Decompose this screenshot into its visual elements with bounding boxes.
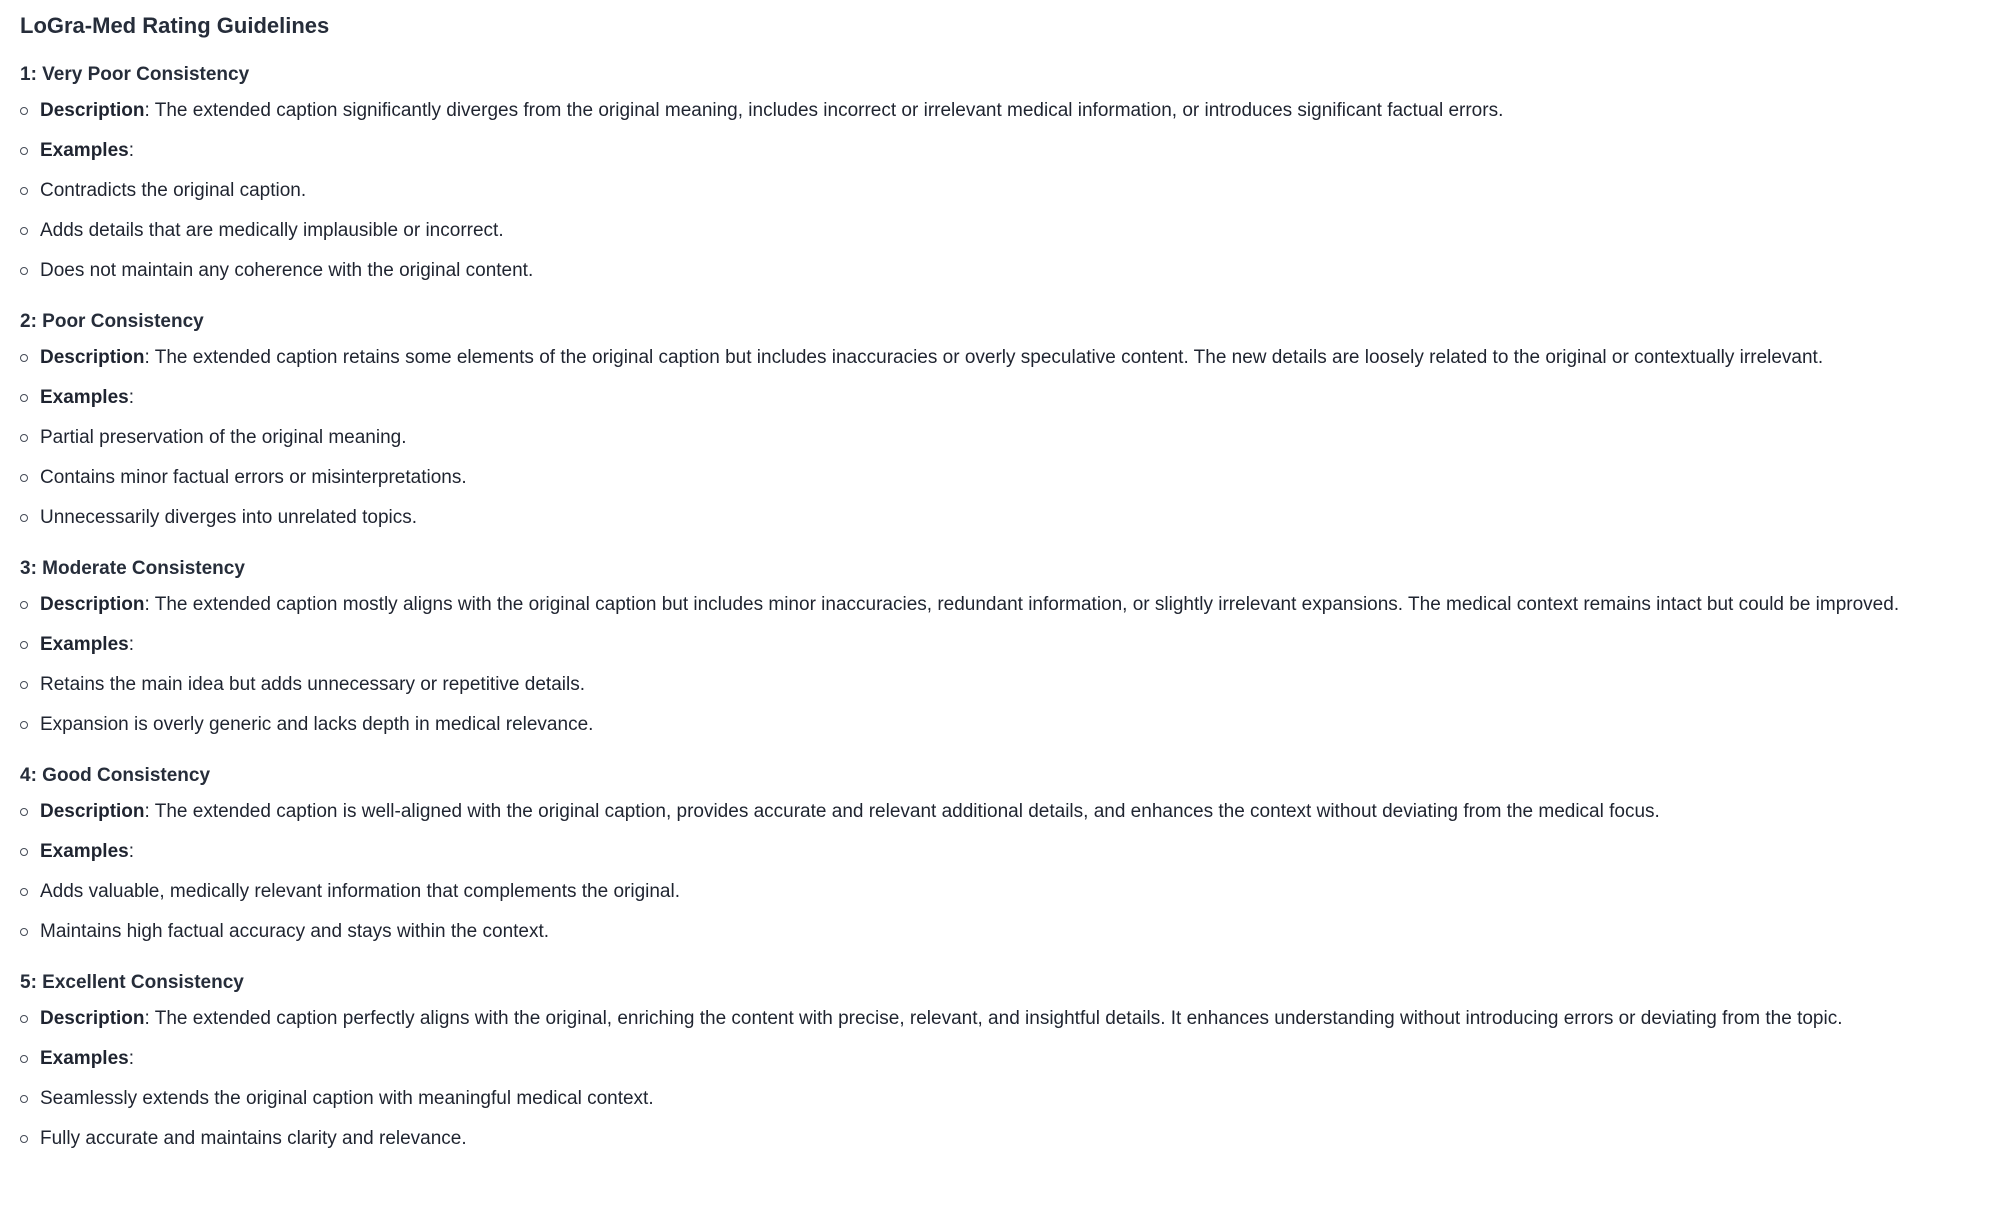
example-text: Expansion is overly generic and lacks depth in medical relevance.	[40, 714, 594, 735]
example-item	[20, 671, 1975, 699]
circle-bullet-icon	[20, 1055, 28, 1063]
examples-label: Examples	[40, 841, 129, 862]
examples-item	[20, 137, 1975, 165]
example-item	[20, 424, 1975, 452]
description-label: Description	[40, 1008, 145, 1029]
description-text: : The extended caption retains some elements of the original caption but includes inaccuracies or overly speculative content. The new details are loosely related to the original or contextually irrelevant.	[144, 347, 1824, 368]
examples-suffix: :	[128, 387, 135, 408]
examples-suffix: :	[128, 841, 135, 862]
circle-bullet-icon	[20, 601, 28, 609]
circle-bullet-icon	[20, 641, 28, 649]
example-text: Seamlessly extends the original caption with meaningful medical context.	[40, 1088, 654, 1109]
section-item-list	[20, 344, 1975, 532]
example-item	[20, 257, 1975, 285]
circle-bullet-icon	[20, 681, 28, 689]
example-item	[20, 217, 1975, 245]
examples-label: Examples	[40, 634, 129, 655]
example-item	[20, 711, 1975, 739]
description-item	[20, 1005, 1975, 1033]
example-item	[20, 464, 1975, 492]
example-text: Maintains high factual accuracy and stays within the context.	[40, 921, 550, 942]
circle-bullet-icon	[20, 474, 28, 482]
section-item-list	[20, 1005, 1975, 1153]
example-text: Retains the main idea but adds unnecessary or repetitive details.	[40, 674, 585, 695]
example-text: Unnecessarily diverges into unrelated topics.	[40, 507, 418, 528]
section-heading: 3: Moderate Consistency	[20, 558, 245, 579]
rating-section-1	[20, 61, 1975, 285]
example-text: Adds valuable, medically relevant information that complements the original.	[40, 881, 680, 902]
page-title: LoGra-Med Rating Guidelines	[20, 13, 330, 38]
description-text: : The extended caption is well-aligned with the original caption, provides accurate and relevant additional details, and enhances the context without deviating from the medical focus.	[144, 801, 1660, 822]
circle-bullet-icon	[20, 1015, 28, 1023]
circle-bullet-icon	[20, 354, 28, 362]
description-label: Description	[40, 100, 145, 121]
rating-section-5	[20, 969, 1975, 1153]
section-heading: 2: Poor Consistency	[20, 311, 204, 332]
circle-bullet-icon	[20, 187, 28, 195]
circle-bullet-icon	[20, 227, 28, 235]
section-heading: 1: Very Poor Consistency	[20, 64, 250, 85]
example-text: Partial preservation of the original meaning.	[40, 427, 407, 448]
circle-bullet-icon	[20, 267, 28, 275]
description-label: Description	[40, 801, 145, 822]
description-item	[20, 344, 1975, 372]
circle-bullet-icon	[20, 808, 28, 816]
example-item	[20, 504, 1975, 532]
examples-suffix: :	[128, 1048, 135, 1069]
description-item	[20, 97, 1975, 125]
example-text: Contradicts the original caption.	[40, 180, 307, 201]
description-text: : The extended caption significantly diverges from the original meaning, includes incorrect or irrelevant medical information, or introduces significant factual errors.	[144, 100, 1504, 121]
description-item	[20, 798, 1975, 826]
circle-bullet-icon	[20, 928, 28, 936]
section-heading: 4: Good Consistency	[20, 765, 211, 786]
example-text: Does not maintain any coherence with the original content.	[40, 260, 534, 281]
example-item	[20, 878, 1975, 906]
circle-bullet-icon	[20, 107, 28, 115]
circle-bullet-icon	[20, 434, 28, 442]
circle-bullet-icon	[20, 888, 28, 896]
examples-item	[20, 1045, 1975, 1073]
circle-bullet-icon	[20, 721, 28, 729]
circle-bullet-icon	[20, 394, 28, 402]
description-label: Description	[40, 347, 145, 368]
description-text: : The extended caption mostly aligns with the original caption but includes minor inaccuracies, redundant information, or slightly irrelevant expansions. The medical context remains intact but could be improved.	[144, 594, 1900, 615]
section-item-list	[20, 97, 1975, 285]
circle-bullet-icon	[20, 1095, 28, 1103]
example-item	[20, 1085, 1975, 1113]
example-item	[20, 1125, 1975, 1153]
example-text: Adds details that are medically implausible or incorrect.	[40, 220, 504, 241]
example-item	[20, 177, 1975, 205]
rating-section-3	[20, 555, 1975, 739]
description-item	[20, 591, 1975, 619]
example-text: Contains minor factual errors or misinterpretations.	[40, 467, 467, 488]
examples-item	[20, 384, 1975, 412]
description-text: : The extended caption perfectly aligns with the original, enriching the content with precise, relevant, and insightful details. It enhances understanding without introducing errors or deviating from the topic.	[144, 1008, 1843, 1029]
circle-bullet-icon	[20, 1135, 28, 1143]
circle-bullet-icon	[20, 514, 28, 522]
examples-item	[20, 631, 1975, 659]
example-text: Fully accurate and maintains clarity and relevance.	[40, 1128, 467, 1149]
section-item-list	[20, 591, 1975, 739]
rating-section-4	[20, 762, 1975, 946]
examples-suffix: :	[128, 140, 135, 161]
examples-label: Examples	[40, 1048, 129, 1069]
section-heading: 5: Excellent Consistency	[20, 972, 244, 993]
circle-bullet-icon	[20, 848, 28, 856]
examples-suffix: :	[128, 634, 135, 655]
examples-label: Examples	[40, 140, 129, 161]
example-item	[20, 918, 1975, 946]
description-label: Description	[40, 594, 145, 615]
examples-item	[20, 838, 1975, 866]
rating-section-2	[20, 308, 1975, 532]
examples-label: Examples	[40, 387, 129, 408]
section-item-list	[20, 798, 1975, 946]
circle-bullet-icon	[20, 147, 28, 155]
